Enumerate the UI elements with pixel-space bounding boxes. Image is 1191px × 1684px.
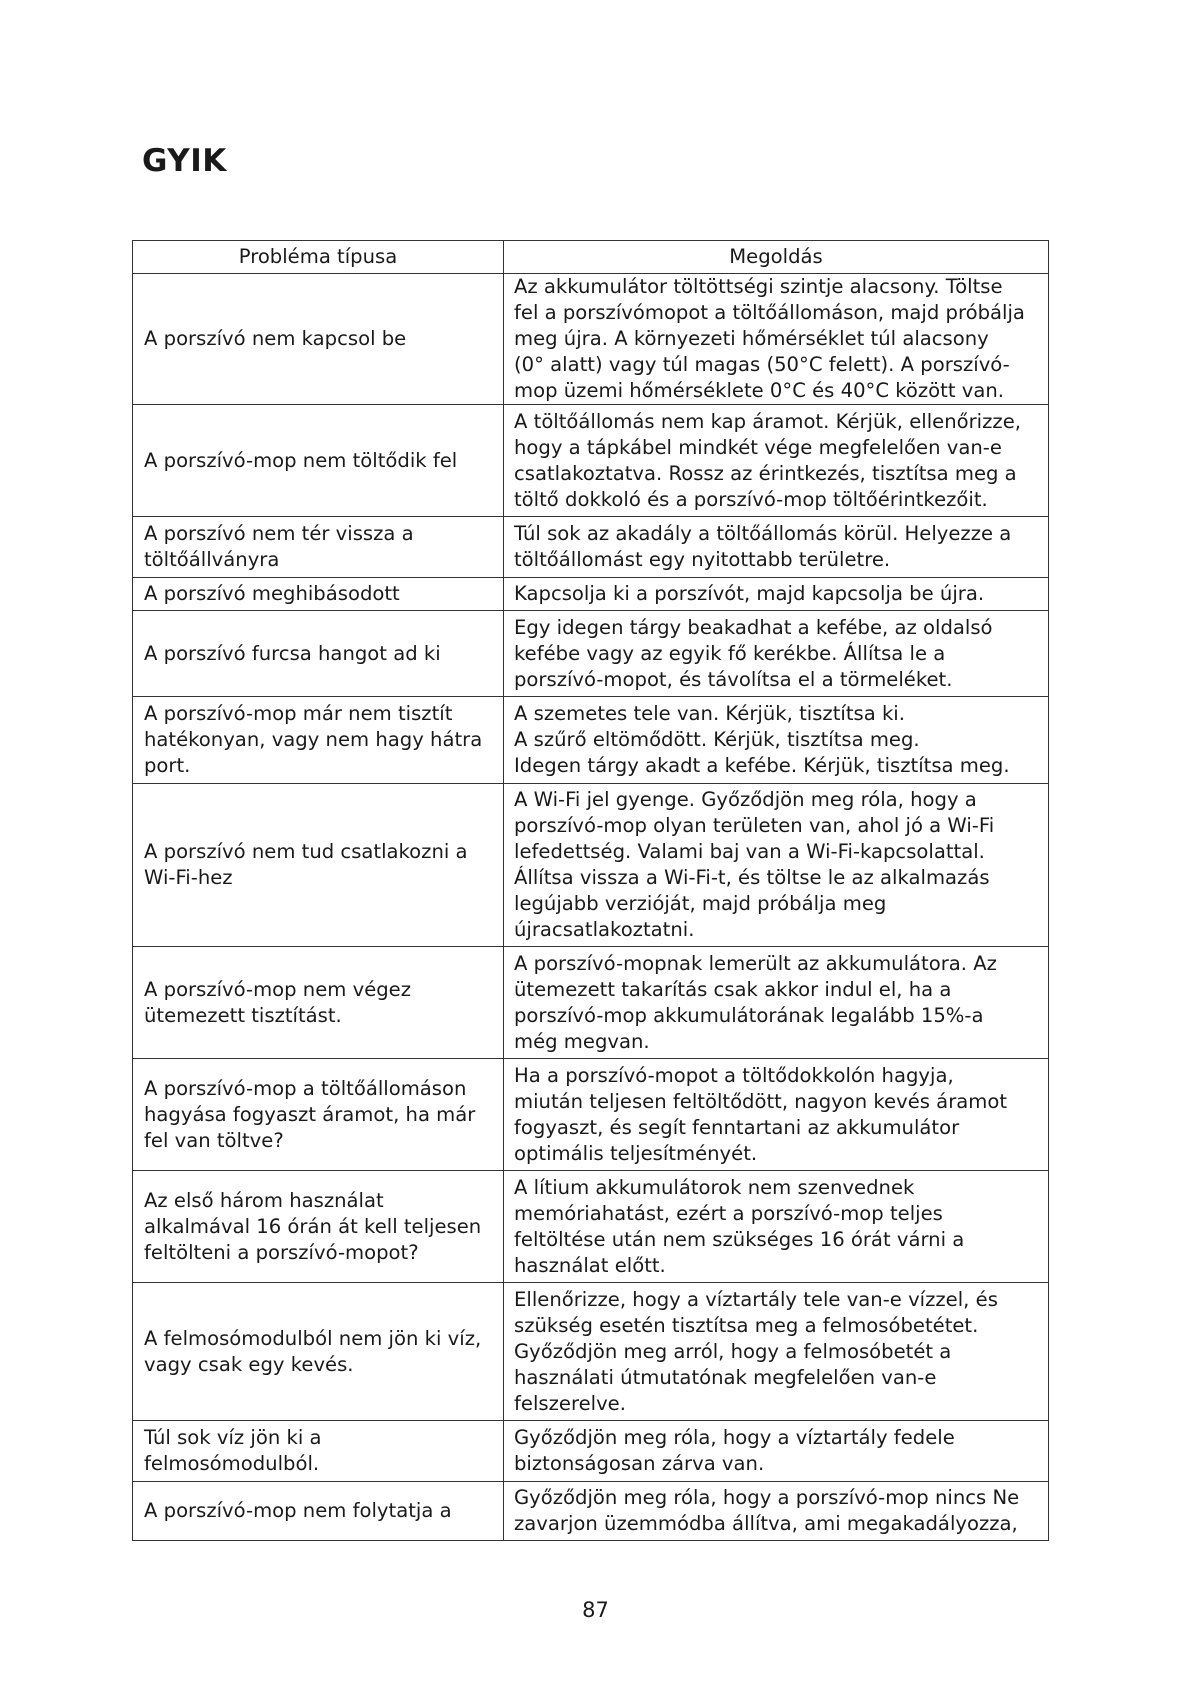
solution-text: A lítium akkumulátorok nem szenvednek memóriahatást, ezért a porszívó-mop teljes feltöltése után nem szükséges 16 órát várni a használat előtt. <box>514 1175 965 1277</box>
problem-text: A porszívó meghibásodott <box>144 582 400 605</box>
table-row <box>133 517 1049 578</box>
problem-cell <box>133 784 504 947</box>
problem-cell <box>133 1482 504 1541</box>
problem-text: A porszívó-mop nem folytatja a <box>144 1499 452 1522</box>
solution-cell <box>504 1171 1049 1283</box>
solution-text: A szemetes tele van. Kérjük, tisztítsa ki. A szűrő eltömődött. Kérjük, tisztítsa meg. Idegen tárgy akadt a kefébe. Kérjük, tisztítsa meg. <box>514 702 1010 777</box>
problem-text: A porszívó-mop már nem tisztít hatékonyan, vagy nem hagy hátra port. <box>144 702 483 777</box>
solution-text: Az akkumulátor töltöttségi szintje alacsony. Töltse fel a porszívómopot a töltőállomáson, majd próbálja meg újra. A környezeti hőmérséklet túl alacsony (0° alatt) vagy túl magas (50°C felett). A porszívó- mop üzemi hőmérséklete 0°C és 40°C között van. <box>514 275 1025 402</box>
problem-cell <box>133 1059 504 1171</box>
problem-cell <box>133 405 504 517</box>
solution-text: Győződjön meg róla, hogy a víztartály fedele biztonságosan zárva van. <box>514 1426 955 1475</box>
table-row <box>133 1283 1049 1421</box>
problem-text: A porszívó nem tér vissza a töltőállványra <box>144 522 414 571</box>
page-title: GYIK <box>142 143 227 179</box>
solution-cell <box>504 784 1049 947</box>
problem-cell <box>133 1421 504 1482</box>
problem-text: A porszívó-mop a töltőállomáson hagyása fogyaszt áramot, ha már fel van töltve? <box>144 1076 476 1152</box>
problem-cell <box>133 1283 504 1421</box>
problem-cell <box>133 697 504 784</box>
problem-cell <box>133 517 504 578</box>
table-row <box>133 405 1049 517</box>
solution-cell <box>504 611 1049 697</box>
problem-cell <box>133 947 504 1059</box>
solution-cell <box>504 1059 1049 1171</box>
page-number: 87 <box>582 1598 609 1622</box>
solution-text: A porszívó-mopnak lemerült az akkumulátora. Az ütemezett takarítás csak akkor indul el, ha a porszívó-mop akkumulátorának legalább 15%-a még megvan. <box>514 951 997 1053</box>
solution-text: Ellenőrizze, hogy a víztartály tele van-e vízzel, és szükség esetén tisztítsa meg a felmosóbetétet. Győződjön meg arról, hogy a felmosóbetét a használati útmutatónak megfelelően van-e felszerelve. <box>514 1287 998 1415</box>
table-row <box>133 1171 1049 1283</box>
header-solution: Megoldás <box>504 241 1049 274</box>
solution-cell <box>504 517 1049 578</box>
solution-text: Túl sok az akadály a töltőállomás körül. Helyezze a töltőállomást egy nyitottabb területre. <box>514 522 1012 571</box>
problem-cell <box>133 611 504 697</box>
solution-text: A töltőállomás nem kap áramot. Kérjük, ellenőrizze, hogy a tápkábel mindkét vége megfelelően van-e csatlakoztatva. Rossz az érintkezés, tisztítsa meg a töltő dokkoló és a porszívó-mop töltőérintkezőit. <box>514 409 1021 511</box>
table-row <box>133 578 1049 611</box>
table-row <box>133 1059 1049 1171</box>
solution-cell <box>504 578 1049 611</box>
solution-cell <box>504 274 1049 405</box>
solution-cell <box>504 405 1049 517</box>
problem-cell <box>133 578 504 611</box>
table-header-row <box>133 241 1049 274</box>
table-row <box>133 697 1049 784</box>
table-row <box>133 274 1049 405</box>
solution-text: Győződjön meg róla, hogy a porszívó-mop nincs Ne zavarjon üzemmódba állítva, ami megakadályozza, <box>514 1486 1020 1535</box>
problem-text: A porszívó-mop nem töltődik fel <box>144 448 458 472</box>
solution-cell <box>504 1421 1049 1482</box>
solution-text: Ha a porszívó-mopot a töltődokkolón hagyja, miután teljesen feltöltődött, nagyon kevés áramot fogyaszt, és segít fenntartani az akkumulátor optimális teljesítményét. <box>514 1063 1008 1165</box>
solution-cell <box>504 1482 1049 1541</box>
problem-text: A porszívó nem kapcsol be <box>144 327 407 350</box>
table-row <box>133 1482 1049 1541</box>
table-row <box>133 784 1049 947</box>
problem-cell <box>133 1171 504 1283</box>
problem-text: A porszívó nem tud csatlakozni a Wi-Fi-hez <box>144 840 468 889</box>
table-row <box>133 1421 1049 1482</box>
faq-table <box>132 240 1049 1541</box>
problem-text: Az első három használat alkalmával 16 órán át kell teljesen feltölteni a porszívó-mopot? <box>144 1188 482 1264</box>
problem-text: A porszívó-mop nem végez ütemezett tisztítást. <box>144 977 412 1027</box>
solution-text: A Wi-Fi jel gyenge. Győződjön meg róla, hogy a porszívó-mop olyan területen van, ahol jó a Wi-Fi lefedettség. Valami baj van a Wi-Fi-kapcsolattal. Állítsa vissza a Wi-Fi-t, és töltse le az alkalmazás legújabb verzióját, majd próbálja meg újracsatlakoztatni. <box>514 788 995 941</box>
solution-cell <box>504 947 1049 1059</box>
problem-text: Túl sok víz jön ki a felmosómodulból. <box>144 1426 322 1475</box>
table-row <box>133 947 1049 1059</box>
problem-text: A felmosómodulból nem jön ki víz, vagy csak egy kevés. <box>144 1326 482 1376</box>
solution-text: Egy idegen tárgy beakadhat a kefébe, az oldalsó kefébe vagy az egyik fő kerékbe. Állítsa le a porszívó-mopot, és távolítsa el a törmeléket. <box>514 615 993 691</box>
solution-text: Kapcsolja ki a porszívót, majd kapcsolja be újra. <box>514 582 985 605</box>
header-problem-type: Probléma típusa <box>133 241 504 274</box>
solution-cell <box>504 1283 1049 1421</box>
problem-text: A porszívó furcsa hangot ad ki <box>144 641 441 665</box>
table-row <box>133 611 1049 697</box>
solution-cell <box>504 697 1049 784</box>
problem-cell <box>133 274 504 405</box>
